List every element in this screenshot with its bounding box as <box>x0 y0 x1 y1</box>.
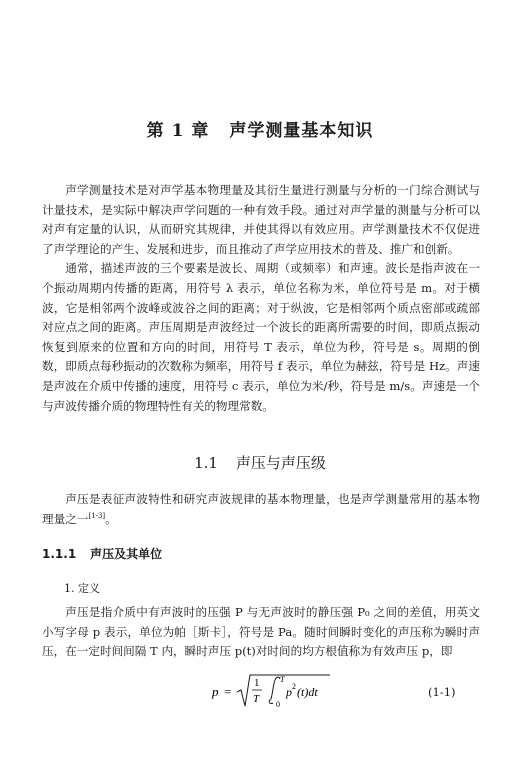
section-intro-text: 声压是表征声波特性和研究声波规律的基本物理量，也是声学测量常用的基本物理量之一 <box>42 492 480 526</box>
integral-lower: 0 <box>276 700 280 709</box>
subsection-number: 1.1.1 <box>42 547 77 561</box>
section-title-text: 声压与声压级 <box>235 454 326 472</box>
chapter-title <box>0 116 520 141</box>
intro-paragraph-1: 声学测量技术是对声学基本物理量及其衍生量进行测量与分析的一门综合测试与计量技术，是实际中解决声学问题的一种有效手段。通过对声学量的测量与分析可以对声有定量的认识，从而研究其规律，并使其得以有效应用。声学测量技术不仅促进了声学理论的产生、发展和进步，而且推动了声学应用技术的普及、推广和创新。 <box>42 183 480 256</box>
definition-block <box>42 603 480 662</box>
integral-upper: T <box>280 675 285 684</box>
citation: [1-3] <box>88 511 106 520</box>
subsection-title-text: 声压及其单位 <box>90 547 163 561</box>
equation-formula <box>210 672 380 712</box>
integrand-power: 2 <box>292 682 296 691</box>
item-heading: 1. 定义 <box>64 582 100 595</box>
section-intro-end: 。 <box>105 511 117 526</box>
chapter-intro <box>42 181 480 416</box>
eq-lhs: p <box>212 684 219 699</box>
frac-denominator: T <box>253 693 260 705</box>
section-intro <box>42 490 480 529</box>
equation-number: (1-1) <box>428 685 456 699</box>
definition-paragraph: 声压是指介质中有声波时的压强 P 与无声波时的静压强 P₀ 之间的差值，用英文小写字母 p 表示，单位为帕［斯卡］，符号是 Pa。随时间瞬时变化的声压称为瞬时声压，在一定时间间隔 T 内，瞬时声压 p(t)对时间的均方根值称为有效声压 p，即 <box>42 605 480 659</box>
section-number: 1.1 <box>194 454 218 472</box>
integrand: p <box>286 685 292 699</box>
chapter-title-text: 声学测量基本知识 <box>229 121 374 141</box>
eq-equals: = <box>224 684 232 699</box>
subsection-heading <box>42 545 162 562</box>
frac-numerator: 1 <box>254 677 260 689</box>
chapter-number: 第 1 章 <box>146 121 210 141</box>
section-heading <box>0 452 520 473</box>
section-intro-paragraph <box>42 490 480 529</box>
intro-paragraph-2: 通常，描述声波的三个要素是波长、周期（或频率）和声速。波长是指声波在一个振动周期内传播的距离，用符号 λ 表示，单位名称为米，单位符号是 m。对于横波，它是相邻两个波峰或波谷之间的距离；对于纵波，它是相邻两个质点密部或疏部对应点之间的距离。声压周期是声波经过一个波长的距离所需要的时间，即质点振动恢复到原来的位置和方向的时间，用符号 T 表示，单位为秒，符号是 s。周期的倒数，即质点每秒振动的次数称为频率，用符号 f 表示，单位为赫兹，符号是 Hz。声速是声波在介质中传播的速度，用符号 c 表示，单位为米/秒，符号是 m/s。声速是一个与声波传播介质的物理特性有关的物理常数。 <box>42 261 480 413</box>
integrand-arg: (t)dt <box>297 685 318 699</box>
